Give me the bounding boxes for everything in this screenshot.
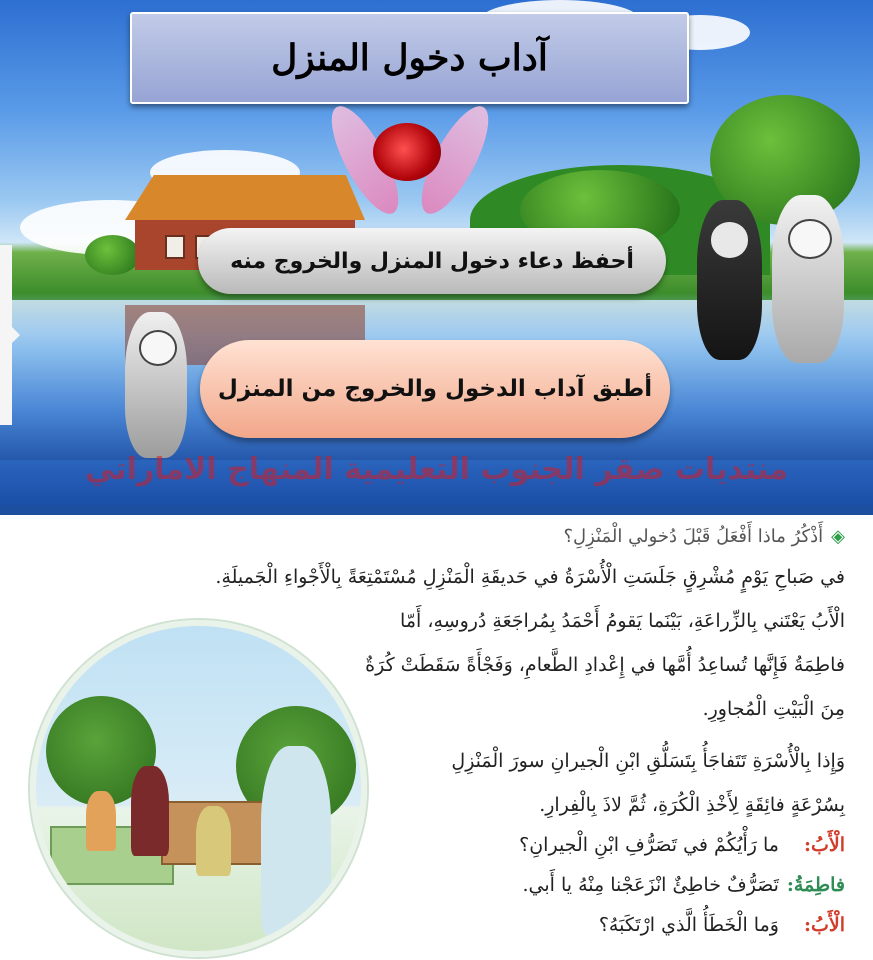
dialogue-line: [523, 874, 845, 896]
father-figure: [772, 195, 844, 363]
mother-figure: [697, 200, 762, 360]
paragraph-line: في صَباحِ يَوْمٍ مُشْرِقٍ جَلَسَتِ الْأُسْرَةُ في حَديقَةِ الْمَنْزِلِ مُسْتَمْتِعَةً بِالْأَجْواءِ الْجَميلَةِ.: [215, 566, 845, 588]
dialogue-line: [599, 914, 845, 936]
house-window: [165, 235, 185, 259]
boy-figure: [125, 312, 187, 458]
paragraph-line: الْأَبُ يَعْتَني بِالزِّراعَةِ، بَيْنَما يَقومُ أَحْمَدُ بِمُراجَعَةِ دُروسِهِ، أَمّا: [400, 610, 845, 632]
rose-ornament-icon: [340, 95, 480, 225]
paragraph-line: فاطِمَةُ فَإِنَّها تُساعِدُ أُمَّها في إِعْدادِ الطَّعامِ، وَفَجْأَةً سَقَطَتْ كُرَةٌ: [365, 654, 845, 676]
lesson-question: [563, 526, 845, 547]
face: [711, 222, 747, 257]
dialogue-text: ما رَأْيُكُمْ في تَصَرُّفِ ابْنِ الْجيرانِ؟: [519, 834, 779, 856]
ahmad-person: [196, 806, 231, 876]
face: [788, 219, 832, 260]
diamond-bullet-icon: ◈: [831, 526, 845, 547]
speaker-father: الْأَبُ:: [803, 914, 845, 936]
paragraph-line: بِسُرْعَةٍ فائِقَةٍ لِأَخْذِ الْكُرَةِ، ثُمَّ لاذَ بِالْفِرارِ.: [539, 794, 845, 816]
mother-person: [131, 766, 169, 856]
house-roof: [125, 175, 365, 220]
objective-2: [200, 340, 670, 438]
objective-1-text: أحفظ دعاء دخول المنزل والخروج منه: [230, 248, 634, 274]
garden-family-illustration: [30, 620, 367, 957]
speaker-father: الْأَبُ:: [803, 834, 845, 856]
face: [139, 330, 178, 366]
dialogue-text: وَما الْخَطَأُ الَّذي ارْتَكَبَهُ؟: [598, 914, 779, 936]
paragraph-line: مِنَ الْبَيْتِ الْمُجاوِرِ.: [702, 698, 845, 720]
lesson-title: آداب دخول المنزل: [271, 37, 548, 79]
question-text: أَذْكُرُ ماذا أَفْعَلُ قَبْلَ دُخولي الْمَنْزِلِ؟: [563, 526, 824, 547]
objective-2-text: أطبق آداب الدخول والخروج من المنزل: [217, 376, 653, 402]
paragraph-line: وَإِذا بِالْأُسْرَةِ تَتَفاجَأُ بِتَسَلُّقِ ابْنِ الْجيرانِ سورَ الْمَنْزِلِ: [451, 750, 845, 772]
watermark: منتديات صقر الجنوب التعليمية المنهاج الاماراتي: [85, 452, 788, 487]
previous-page-tab[interactable]: [0, 245, 12, 425]
dialogue-line: [519, 834, 845, 856]
father-person: [261, 746, 331, 936]
rose-flower: [373, 123, 441, 181]
dialogue-text: تَصَرُّفٌ خاطِئٌ انْزَعَجْنا مِنْهُ يا أَبي.: [522, 874, 779, 896]
lesson-title-box: [130, 12, 689, 104]
fatima-person: [86, 791, 116, 851]
section-divider: [0, 505, 873, 515]
objective-1: [198, 228, 666, 294]
speaker-fatima: فاطِمَةُ:: [786, 874, 845, 896]
